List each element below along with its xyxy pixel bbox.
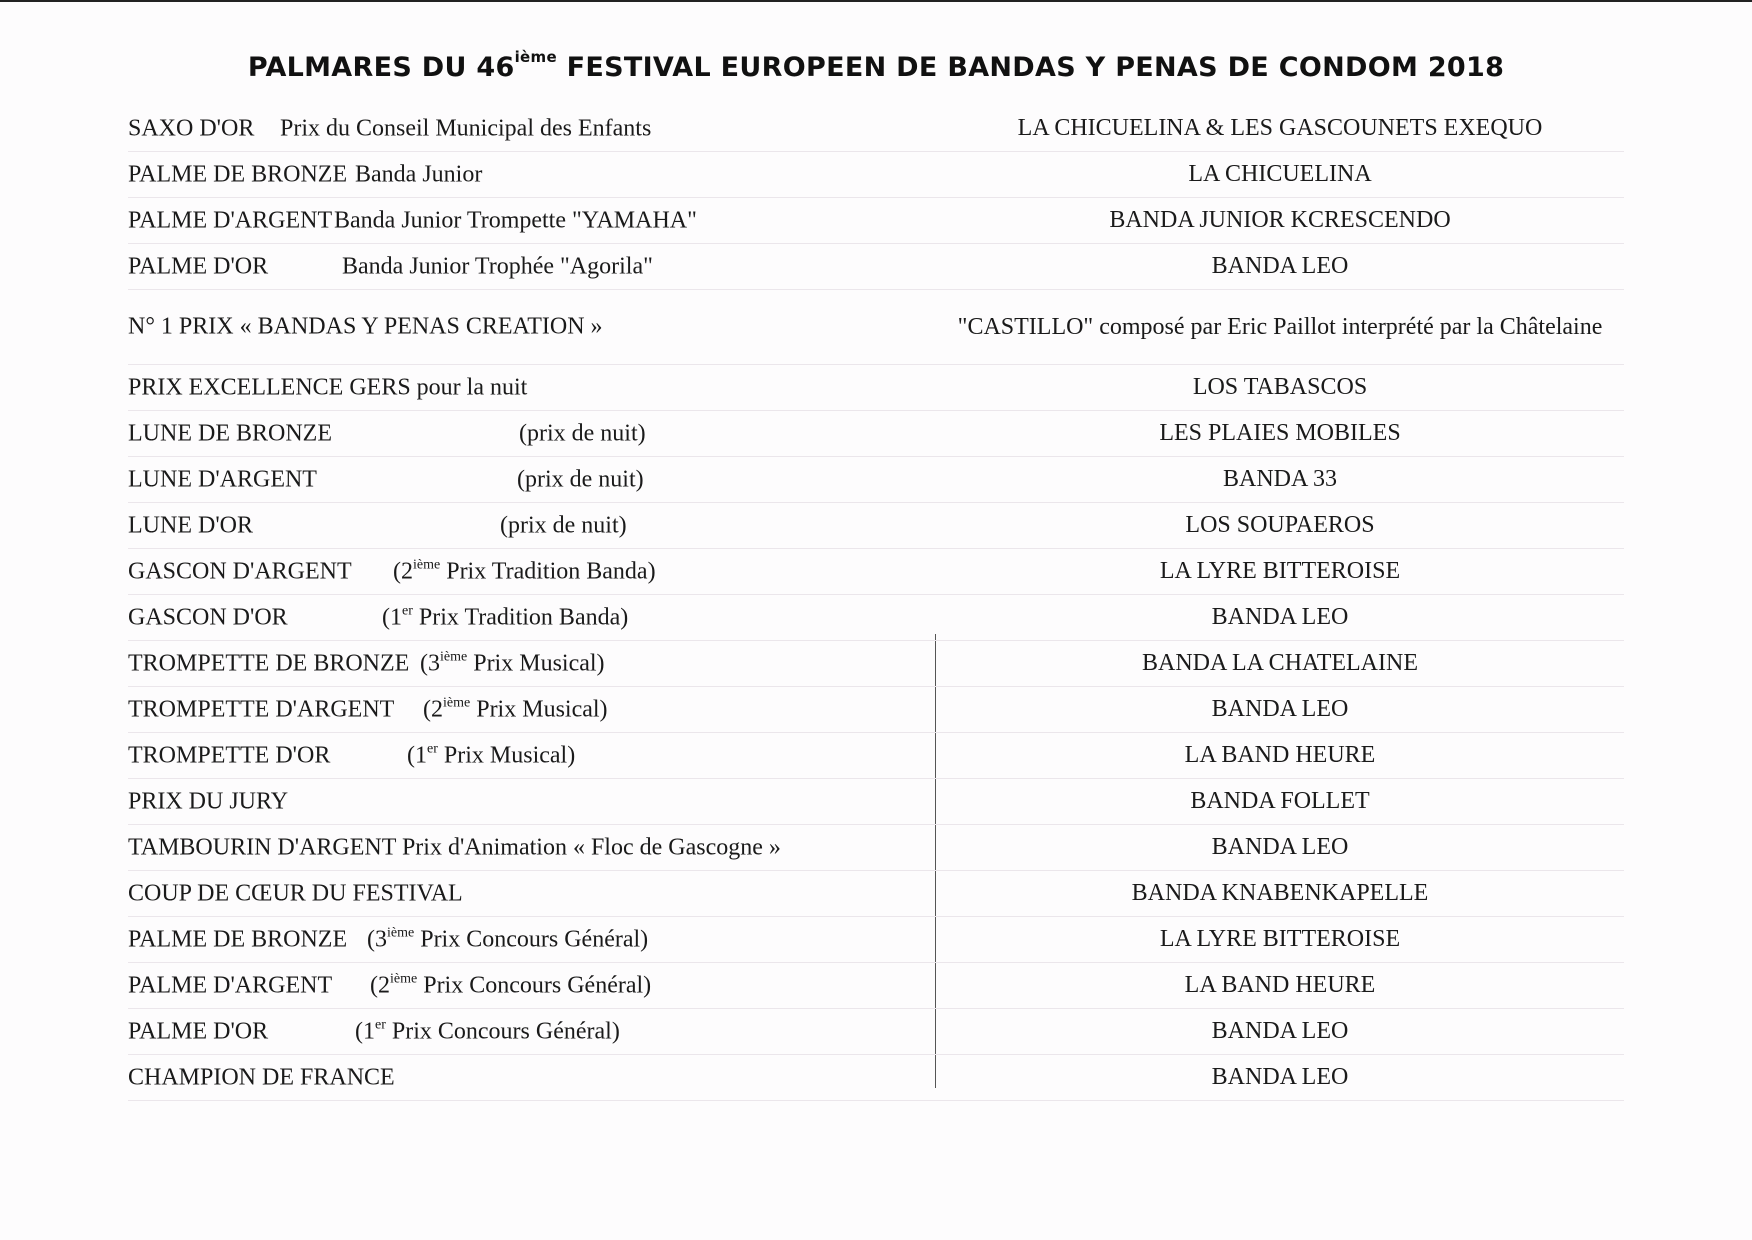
winner-name: LA BAND HEURE bbox=[1184, 972, 1376, 998]
award-detail-text: (2 bbox=[393, 558, 413, 584]
award-cell bbox=[128, 503, 936, 548]
award-cell bbox=[128, 1055, 936, 1100]
title-rest: FESTIVAL EUROPEEN DE BANDAS Y PENAS DE CONDOM 2018 bbox=[556, 52, 1505, 84]
award-name: PRIX DU JURY bbox=[128, 788, 289, 814]
award-cell bbox=[128, 779, 936, 824]
award-name: TROMPETTE DE BRONZE bbox=[128, 650, 410, 676]
award-cell bbox=[128, 198, 936, 243]
award-detail-text: (prix de nuit) bbox=[500, 512, 627, 538]
award-name: LUNE D'ARGENT bbox=[128, 466, 317, 492]
table-row bbox=[128, 963, 1624, 1009]
award-detail-suffix: Prix Concours Général) bbox=[385, 1018, 620, 1044]
title-main: PALMARES DU 46 bbox=[247, 52, 515, 84]
award-name: PALME D'ARGENT bbox=[128, 972, 333, 998]
award-detail bbox=[334, 207, 697, 234]
award-name: TROMPETTE D'ARGENT bbox=[128, 696, 395, 722]
ordinal-superscript: ième bbox=[387, 925, 415, 940]
award-detail-text: (1 bbox=[407, 742, 427, 768]
award-detail bbox=[420, 650, 605, 677]
award-detail-text: (3 bbox=[367, 926, 387, 952]
winner-name: BANDA LEO bbox=[1211, 696, 1349, 722]
award-cell bbox=[128, 411, 936, 456]
award-cell bbox=[128, 106, 936, 151]
table-row bbox=[128, 825, 1624, 871]
award-cell bbox=[128, 152, 936, 197]
ordinal-superscript: er bbox=[375, 1017, 386, 1032]
winner-name: BANDA LEO bbox=[1211, 834, 1349, 860]
award-cell bbox=[128, 290, 936, 364]
ordinal-superscript: ième bbox=[390, 971, 418, 986]
award-name: PALME DE BRONZE bbox=[128, 161, 348, 187]
ordinal-superscript: ième bbox=[440, 649, 468, 664]
award-detail-suffix: Prix Musical) bbox=[470, 696, 608, 722]
table-row bbox=[128, 457, 1624, 503]
winner-name: LA BAND HEURE bbox=[1184, 742, 1376, 768]
award-detail-text: (2 bbox=[370, 972, 390, 998]
winner-name: LA CHICUELINA bbox=[1188, 161, 1372, 187]
table-row bbox=[128, 917, 1624, 963]
award-detail bbox=[393, 558, 656, 585]
award-detail-suffix: Prix Concours Général) bbox=[414, 926, 649, 952]
award-detail bbox=[407, 742, 575, 769]
award-cell bbox=[128, 641, 936, 686]
winner-name: BANDA 33 bbox=[1222, 466, 1337, 492]
table-row bbox=[128, 733, 1624, 779]
table-row bbox=[128, 595, 1624, 641]
table-row bbox=[128, 411, 1624, 457]
title-superscript: ième bbox=[514, 48, 557, 67]
award-cell bbox=[128, 963, 936, 1008]
table-row bbox=[128, 779, 1624, 825]
winner-name: LOS SOUPAEROS bbox=[1185, 512, 1375, 538]
winner-name: BANDA FOLLET bbox=[1190, 788, 1370, 814]
table-row bbox=[128, 871, 1624, 917]
award-detail-suffix: Prix Musical) bbox=[437, 742, 576, 768]
table-row bbox=[128, 641, 1624, 687]
award-cell bbox=[128, 1009, 936, 1054]
award-cell bbox=[128, 549, 936, 594]
winner-name: BANDA LA CHATELAINE bbox=[1142, 650, 1418, 676]
award-detail bbox=[423, 696, 608, 723]
award-detail-text: Banda Junior Trophée "Agorila" bbox=[342, 253, 653, 279]
award-name: CHAMPION DE FRANCE bbox=[128, 1064, 395, 1090]
award-detail bbox=[342, 253, 653, 280]
winner-name: BANDA LEO bbox=[1211, 1064, 1349, 1090]
award-cell bbox=[128, 595, 936, 640]
award-name: GASCON D'ARGENT bbox=[128, 558, 352, 584]
winner-name: BANDA LEO bbox=[1211, 604, 1349, 630]
award-detail-text: Prix du Conseil Municipal des Enfants bbox=[280, 115, 652, 141]
table-row bbox=[128, 152, 1624, 198]
award-detail-suffix: Prix Musical) bbox=[467, 650, 605, 676]
winner-name: BANDA KNABENKAPELLE bbox=[1131, 880, 1429, 906]
award-name: LUNE DE BRONZE bbox=[128, 420, 332, 446]
award-detail bbox=[355, 161, 482, 188]
table-row bbox=[128, 290, 1624, 365]
table-row bbox=[128, 244, 1624, 290]
ordinal-superscript: ième bbox=[413, 557, 441, 572]
winner-name: BANDA LEO bbox=[1211, 253, 1349, 279]
table-row bbox=[128, 1055, 1624, 1101]
award-detail bbox=[367, 926, 648, 953]
award-cell bbox=[128, 917, 936, 962]
award-detail-text: (prix de nuit) bbox=[517, 466, 644, 492]
award-detail-text: (2 bbox=[423, 696, 443, 722]
winner-name: LA LYRE BITTEROISE bbox=[1159, 926, 1401, 952]
award-name: N° 1 PRIX « BANDAS Y PENAS CREATION » bbox=[128, 313, 603, 340]
winner-name: LES PLAIES MOBILES bbox=[1159, 420, 1401, 446]
award-detail bbox=[370, 972, 651, 999]
table-row bbox=[128, 549, 1624, 595]
award-name: PALME D'OR bbox=[128, 253, 269, 279]
award-name: TAMBOURIN D'ARGENT Prix d'Animation « Floc de Gascogne » bbox=[128, 834, 781, 860]
winner-name: LA LYRE BITTEROISE bbox=[1159, 558, 1401, 584]
award-cell bbox=[128, 733, 936, 778]
table-row bbox=[128, 503, 1624, 549]
ordinal-superscript: er bbox=[402, 603, 413, 618]
table-row bbox=[128, 106, 1624, 152]
winner-name: BANDA LEO bbox=[1211, 1018, 1349, 1044]
award-cell bbox=[128, 457, 936, 502]
award-name: LUNE D'OR bbox=[128, 512, 253, 538]
table-row bbox=[128, 1009, 1624, 1055]
winner-name: LA CHICUELINA & LES GASCOUNETS EXEQUO bbox=[1017, 115, 1543, 141]
award-detail-text: (prix de nuit) bbox=[519, 420, 646, 446]
award-detail-text: Banda Junior Trompette "YAMAHA" bbox=[334, 207, 697, 233]
winner-name: LOS TABASCOS bbox=[1192, 374, 1368, 400]
award-name: PALME D'ARGENT bbox=[128, 207, 333, 233]
ordinal-superscript: ième bbox=[443, 695, 471, 710]
award-name: SAXO D'OR bbox=[128, 115, 255, 141]
award-detail bbox=[355, 1018, 620, 1045]
award-name: PALME D'OR bbox=[128, 1018, 269, 1044]
page-title bbox=[0, 48, 1752, 84]
winner-name: BANDA JUNIOR KCRESCENDO bbox=[1109, 207, 1451, 233]
top-border bbox=[0, 0, 1752, 2]
award-detail-suffix: Prix Concours Général) bbox=[417, 972, 652, 998]
award-detail-text: (1 bbox=[355, 1018, 375, 1044]
award-name: PALME DE BRONZE bbox=[128, 926, 348, 952]
award-name: COUP DE CŒUR DU FESTIVAL bbox=[128, 880, 463, 906]
table-row bbox=[128, 687, 1624, 733]
table-row bbox=[128, 365, 1624, 411]
award-detail bbox=[280, 115, 651, 142]
award-detail-text: (1 bbox=[382, 604, 402, 630]
award-name: TROMPETTE D'OR bbox=[128, 742, 331, 768]
award-detail-suffix: Prix Tradition Banda) bbox=[412, 604, 629, 630]
award-cell bbox=[128, 687, 936, 732]
award-name: GASCON D'OR bbox=[128, 604, 288, 630]
table-row bbox=[128, 198, 1624, 244]
award-detail bbox=[519, 420, 646, 447]
award-cell bbox=[128, 825, 936, 870]
award-cell bbox=[128, 365, 936, 410]
award-cell bbox=[128, 244, 936, 289]
award-detail bbox=[382, 604, 628, 631]
winner-name: "CASTILLO" composé par Eric Paillot interprété par la Châtelaine bbox=[957, 313, 1603, 340]
award-name: PRIX EXCELLENCE GERS pour la nuit bbox=[128, 374, 528, 400]
ordinal-superscript: er bbox=[427, 741, 438, 756]
award-detail-text: (3 bbox=[420, 650, 440, 676]
award-cell bbox=[128, 871, 936, 916]
results-table bbox=[128, 106, 1624, 1101]
award-detail bbox=[517, 466, 644, 493]
award-detail-suffix: Prix Tradition Banda) bbox=[440, 558, 656, 584]
award-detail bbox=[500, 512, 627, 539]
award-detail-text: Banda Junior bbox=[355, 161, 483, 187]
